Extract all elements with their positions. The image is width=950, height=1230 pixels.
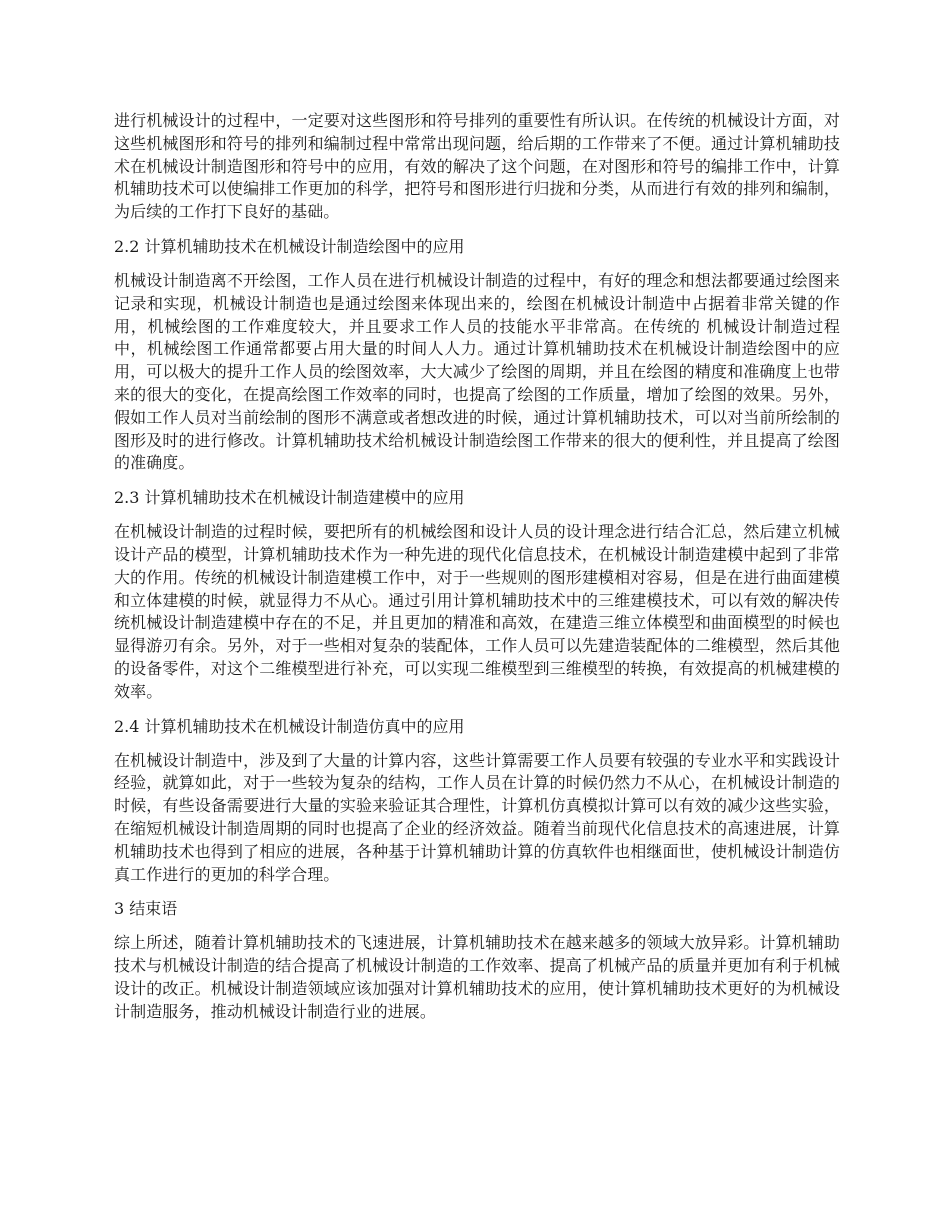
section-heading-3: 3 结束语 [114, 899, 178, 919]
paragraph-drawing: 机械设计制造离不开绘图，工作人员在进行机械设计制造的过程中，有好的理念和想法都要通过绘图来记录和实现，机械设计制造也是通过绘图来体现出来的，绘图在机械设计制造中占据着非常关键的作用，机械绘图的工作难度较大，并且要求工作人员的技能水平非常高。在传统的 机械设计制造过程中，机械绘图工作通常都要占用大量的时间人人力。通过计算机辅助技术在机械设计制造绘图中的应用，可以极大的提升工作人员的绘图效率，大大减少了绘图的周期，并且在绘图的精度和准确度上也带来的很大的变化，在提高绘图工作效率的同时，也提高了绘图的工作质量，增加了绘图的效果。另外，假如工作人员对当前绘制的图形不满意或者想改进的时候，通过计算机辅助技术，可以对当前所绘制的图形及时的进行修改。计算机辅助技术给机械设计制造绘图工作带来的很大的便利性，并且提高了绘图的准确度。 [114, 270, 840, 473]
paragraph-conclusion: 综上所述，随着计算机辅助技术的飞速进展，计算机辅助技术在越来越多的领域大放异彩。计算机辅助技术与机械设计制造的结合提高了机械设计制造的工作效率、提高了机械产品的质量并更加有利于机械设计的改正。机械设计制造领域应该加强对计算机辅助技术的应用，使计算机辅助技术更好的为机械设计制造服务，推动机械设计制造行业的进展。 [114, 933, 840, 1021]
paragraph-simulation: 在机械设计制造中，涉及到了大量的计算内容，这些计算需要工作人员要有较强的专业水平和实践设计经验，就算如此，对于一些较为复杂的结构，工作人员在计算的时候仍然力不从心，在机械设计制造的时候，有些设备需要进行大量的实验来验证其合理性，计算机仿真模拟计算可以有效的减少这些实验，在缩短机械设计制造周期的同时也提高了企业的经济效益。随着当前现代化信息技术的高速进展，计算机辅助技术也得到了相应的进展，各种基于计算机辅助计算的仿真软件也相继面世，使机械设计制造仿真工作进行的更加的科学合理。 [114, 750, 840, 884]
section-heading-2-2: 2.2 计算机辅助技术在机械设计制造绘图中的应用 [114, 236, 465, 256]
paragraph-intro-continuation: 进行机械设计的过程中，一定要对这些图形和符号排列的重要性有所认识。在传统的机械设计方面，对这些机械图形和符号的排列和编制过程中常常出现问题，给后期的工作带来了不便。通过计算机辅助技术在机械设计制造图形和符号中的应用，有效的解决了这个问题，在对图形和符号的编排工作中，计算机辅助技术可以使编排工作更加的科学，把符号和图形进行归拢和分类，从而进行有效的排列和编制，为后续的工作打下良好的基础。 [114, 111, 840, 222]
section-heading-2-4: 2.4 计算机辅助技术在机械设计制造仿真中的应用 [114, 716, 465, 736]
document-page [114, 110, 840, 1036]
paragraph-modeling: 在机械设计制造的过程时候，要把所有的机械绘图和设计人员的设计理念进行结合汇总，然后建立机械设计产品的模型，计算机辅助技术作为一种先进的现代化信息技术，在机械设计制造建模中起到了非常大的作用。传统的机械设计制造建模工作中，对于一些规则的图形建模相对容易，但是在进行曲面建模和立体建模的时候，就显得力不从心。通过引用计算机辅助技术中的三维建模技术，可以有效的解决传统机械设计制造建模中存在的不足，并且更加的精准和高效，在建造三维立体模型和曲面模型的时候也显得游刃有余。另外，对于一些相对复杂的装配体，工作人员可以先建造装配体的二维模型，然后其他的设备零件，对这个二维模型进行补充，可以实现二维模型到三维模型的转换，有效提高的机械建模的效率。 [114, 522, 840, 701]
section-heading-2-3: 2.3 计算机辅助技术在机械设计制造建模中的应用 [114, 488, 465, 508]
